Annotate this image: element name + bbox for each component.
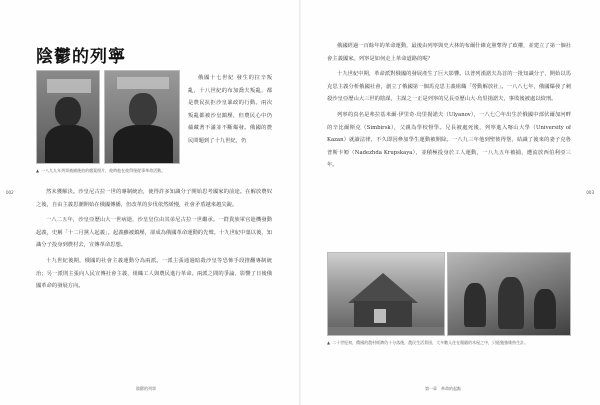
body-paragraph: 列寧的真名是弗拉基米爾·伊里奇·烏里揚諾夫（Ulyanov），一八七〇年出生於俄國中部伏爾加河畔的辛比爾斯克（Simbirsk），父親為學校督學。兄長被處死後，列寧進入喀山大學（University of Kazan）就讀法律，不久即因參加學生運動被開除。一八九三年他到聖彼得堡，結識了後來的妻子克魯普斯卡婭（Nadezhda Krupskaya），並積極投身於工人運動，一八九五年被捕，遭流放西伯利亞三年。 [327, 111, 571, 169]
village-photo-caption [327, 340, 571, 352]
left-side-folio: 002 [6, 190, 14, 195]
right-page [301, 0, 600, 405]
body-paragraph: 俄國經過一百餘年的革命運動，最後由列寧與史大林的布爾什維克黨奪得了政權，並建立了第一個社會主義國家。列寧是如何走上革命道路的呢？ [327, 43, 571, 62]
intro-paragraph: 俄國十七世紀 發生的拉辛叛亂，十八世紀的布加喬夫叛亂，都是農民抗拒沙皇暴政的行動。兩次叛亂都被沙皇鎮壓，但農民心中仍蘊藏著不滿並不斷爆發。俄國的農民問題到了十九世紀，仍 [188, 75, 272, 144]
left-body-text [36, 186, 272, 380]
lenin-mugshot-front-photo [104, 70, 180, 164]
body-paragraph: 十九世紀後期，俄國的社會主義運動分為兩派。一派主張通過暗殺沙皇等恐怖手段推翻專制統治；另一派則主張向人民宣傳社會主義，組織工人與農民進行革命。兩派之間的爭論，影響了日後俄國革命的發展方向。 [36, 257, 272, 290]
body-paragraph: 一八二五年，沙皇亞歷山大一世病逝，沙皇皇位由其弟尼古拉一世繼承。一群貴族軍官趁機發動起義，史稱「十二月黨人起義」。起義雖被鎮壓，卻成為俄國革命運動的先聲。十九世紀中葉以後，知識分子投身到農村去，宣傳革命思想。 [36, 217, 272, 249]
right-side-folio: 003 [586, 190, 594, 195]
right-running-footer: 第一章 革命的起點 [425, 386, 461, 391]
peasant-family-photo [447, 252, 571, 336]
page-title: 陰鬱的列寧 [36, 47, 126, 67]
right-body-text [327, 40, 571, 238]
caption-marker-icon: ▲ [327, 340, 331, 345]
body-paragraph: 然未獲解決。沙皇尼古拉一世的專制統治，使得許多知識分子開始思考國家的前途。在解放農奴之後，自由主義思潮開始在俄國傳播，但改革的步伐依然緩慢，社會矛盾越來越尖銳。 [36, 189, 272, 208]
caption-text: 一八九九年列寧被捕後拍的檔案照片，彼時他在彼得堡從事革命活動。 [41, 168, 166, 173]
intro-text-column [188, 72, 272, 192]
left-page [0, 0, 299, 405]
village-house-photo [327, 252, 445, 336]
lenin-photo-caption [36, 168, 186, 180]
left-running-footer: 陰鬱的列寧 [136, 386, 156, 391]
caption-text: 二十世紀初，俄國的農村經濟仍十分落後，農民生活貧困，大多數人住在簡陋的木屋之中，只能勉強維持生計。 [332, 340, 529, 345]
body-paragraph: 十九世紀中期，革命派對俄國的發展產生了巨大影響。以普列漢諾夫為首的一批知識分子，開始以馬克思主義分析俄國社會，創立了俄國第一個馬克思主義組織「勞動解放社」。一八八七年，俄國爆發了刺殺沙皇亞歷山大三世的陰謀，主謀之一正是列寧的兄長亞歷山大·烏里揚諾夫，事敗後被處以絞刑。 [327, 71, 571, 103]
lenin-mugshot-profile-photo [36, 70, 100, 164]
caption-marker-icon: ▲ [36, 168, 40, 173]
